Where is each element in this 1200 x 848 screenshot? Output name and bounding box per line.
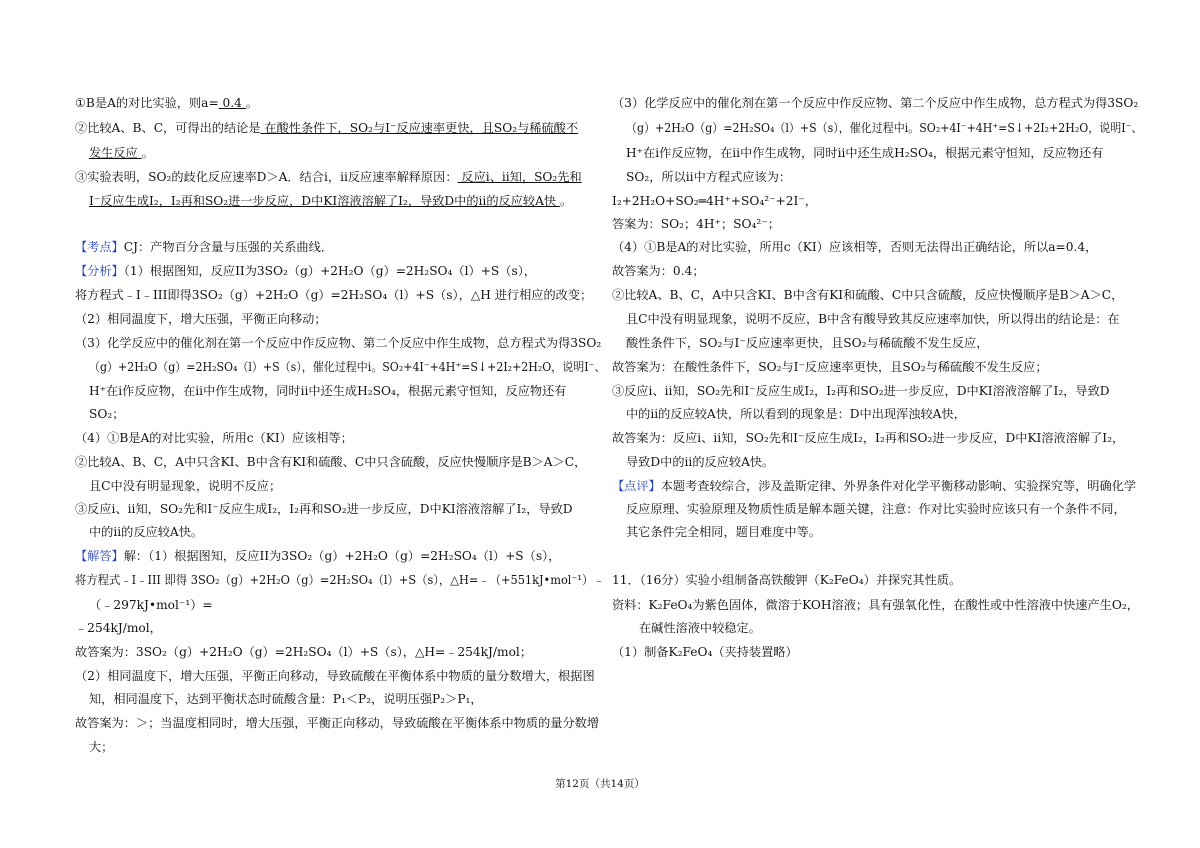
text-span: 答案为：SO₂；4H⁺；SO₄²⁻；	[612, 217, 780, 231]
text-span: ③反应i、ii知，SO₂先和I⁻反应生成I₂，I₂再和SO₂进一步反应，D中KI溶液溶解了I₂，导致D	[612, 384, 1110, 398]
text-span: 在碱性溶液中较稳定。	[639, 621, 761, 635]
text-line	[626, 501, 1126, 517]
text-span: H⁺在i作反应物，在ii中作生成物，同时ii中还生成H₂SO₄，根据元素守恒知，反应物还有	[89, 384, 567, 398]
text-line	[89, 383, 566, 399]
answer-blank: 0.4	[218, 96, 246, 110]
text-span: （2）相同温度下，增大压强，平衡正向移动，导致硫酸在平衡体系中物质的量分数增大，根据图	[75, 669, 595, 683]
text-span: 酸性条件下，SO₂与I⁻反应速率更快，且SO₂与稀硫酸不发生反应，	[626, 336, 989, 350]
text-span: ③反应i、ii知，SO₂先和I⁻反应生成I₂，I₂再和SO₂进一步反应，D中KI溶液溶解了I₂，导致D	[75, 502, 573, 516]
text-line	[89, 145, 154, 161]
text-span: 导致D中的ii的反应较A快。	[626, 455, 775, 469]
text-span: ②比较A、B、C，可得出的结论是	[75, 121, 261, 135]
text-line	[612, 239, 1097, 255]
text-line	[75, 263, 536, 279]
text-line	[612, 263, 705, 279]
text-line	[75, 644, 532, 660]
answer-blank: 反应i、ii知，SO₂先和	[457, 170, 582, 184]
text-line	[89, 739, 113, 755]
text-line	[75, 548, 560, 564]
text-line	[75, 572, 605, 588]
text-span: 且C中没有明显现象，说明不反应，B中含有酸导致其反应速率加快，所以得出的结论是：在	[626, 312, 1120, 326]
text-line	[639, 620, 761, 636]
text-span: （3）化学反应中的催化剂在第一个反应中作反应物、第二个反应中作生成物，总方程式为得3SO₂	[612, 96, 1139, 110]
text-span: ②比较A、B、C，A中只含KI、B中含有KI和硫酸、C中只含硫酸，反应快慢顺序是B＞A＞C，	[75, 455, 587, 469]
text-span: I₂+2H₂O+SO₂═4H⁺+SO₄²⁻+2I⁻，	[612, 194, 817, 208]
text-span: 且C中没有明显现象，说明不反应；	[89, 479, 282, 493]
text-line	[626, 169, 791, 185]
text-span: SO₂；	[89, 407, 125, 421]
section-tag: 【分析】	[75, 264, 124, 278]
text-line	[75, 120, 578, 136]
text-span: 故答案为：在酸性条件下，SO₂与I⁻反应速率更快，且SO₂与稀硫酸不发生反应；	[612, 360, 1048, 374]
text-line	[75, 169, 582, 185]
text-span: 资料：K₂FeO₄为紫色固体，微溶于KOH溶液；具有强氧化性，在酸性或中性溶液中快速产生O₂，	[612, 598, 1139, 612]
text-span: 故答案为：反应i、ii知，SO₂先和I⁻反应生成I₂，I₂再和SO₂进一步反应，D中KI溶液溶解了I₂，	[612, 431, 1125, 445]
text-span: SO₂，所以ii中方程式应该为：	[626, 170, 792, 184]
text-line	[89, 691, 483, 707]
text-line	[75, 454, 586, 470]
text-line	[612, 216, 780, 232]
text-span: （g）+2H₂O（g）=2H₂SO₄（l）+S（s），催化过程中i。SO₂+4I⁻+4H⁺=S↓+2I₂+2H₂O，说明I⁻、	[626, 121, 1143, 135]
text-line	[89, 406, 124, 422]
text-line	[612, 430, 1124, 446]
text-span: 。	[245, 96, 258, 110]
text-line	[612, 478, 1136, 494]
text-span: （2）相同温度下，增大压强，平衡正向移动；	[75, 312, 327, 326]
text-span: 将方程式﹣I﹣III即得3SO₂（g）+2H₂O（g）=2H₂SO₄（l）+S（s），△H 进行相应的改变；	[75, 288, 593, 302]
text-span: （g）+2H₂O（g）=2H₂SO₄（l）+S（s），催化过程中i。SO₂+4I⁻+4H⁺=S↓+2I₂+2H₂O，说明I⁻、	[89, 360, 606, 374]
section-tag: 【解答】	[75, 549, 124, 563]
text-span: 大；	[89, 740, 114, 754]
text-line	[75, 311, 327, 327]
text-span: 反应原理、实验原理及物质性质是解本题关键，注意：作对比实验时应该只有一个条件不同，	[626, 502, 1126, 516]
text-line	[626, 454, 774, 470]
text-span: （﹣297kJ•mol⁻¹）=	[89, 598, 213, 612]
text-span: 故答案为：＞；当温度相同时，增大压强，平衡正向移动，导致硫酸在平衡体系中物质的量分数增	[75, 716, 600, 730]
text-span: ①B是A的对比实验，则a=	[75, 96, 219, 110]
text-span: （4）①B是A的对比实验，所用c（KI）应该相等；	[75, 431, 353, 445]
text-span: H⁺在i作反应物，在ii中作生成物，同时ii中还生成H₂SO₄，根据元素守恒知，反应物还有	[626, 146, 1104, 160]
text-span: CJ：产物百分含量与压强的关系曲线．	[123, 240, 333, 254]
text-line	[612, 193, 817, 209]
text-line	[75, 335, 601, 351]
text-span: 故答案为：3SO₂（g）+2H₂O（g）=2H₂SO₄（l）+S（s），△H=﹣254kJ/mol；	[75, 645, 533, 659]
text-span: （1）根据图知，反应II为3SO₂（g）+2H₂O（g）=2H₂SO₄（l）+S（s），	[123, 264, 536, 278]
text-line	[75, 95, 258, 111]
text-span: 其它条件完全相同，题目难度中等。	[626, 525, 821, 539]
text-line	[75, 287, 592, 303]
text-line	[612, 597, 1139, 613]
text-span: （3）化学反应中的催化剂在第一个反应中作反应物、第二个反应中作生成物，总方程式为得3SO₂	[75, 336, 602, 350]
text-line	[89, 193, 572, 209]
text-line	[89, 359, 605, 375]
text-line	[626, 145, 1103, 161]
text-line	[626, 311, 1120, 327]
text-span: 知，相同温度下，达到平衡状态时硫酸含量：P₁＜P₂，说明压强P₂＞P₁，	[89, 692, 483, 706]
text-span: （4）①B是A的对比实验，所用c（KI）应该相等，否则无法得出正确结论，所以a=0.4，	[612, 240, 1098, 254]
text-span: 故答案为：0.4；	[612, 264, 705, 278]
text-line	[612, 359, 1048, 375]
text-span: 。	[559, 194, 573, 208]
answer-blank: I⁻反应生成I₂，I₂再和SO₂进一步反应，D中KI溶液溶解了I₂，导致D中的ii的反应较A快	[89, 194, 560, 208]
text-span: 中的ii的反应较A快。	[89, 525, 204, 539]
text-span: 11．（16分）实验小组制备高铁酸钾（K₂FeO₄）并探究其性质。	[612, 573, 962, 587]
text-span: 解：（1）根据图知，反应II为3SO₂（g）+2H₂O（g）=2H₂SO₄（l）+S（s），	[123, 549, 561, 563]
text-line	[75, 430, 353, 446]
text-line	[626, 120, 1142, 136]
text-line	[75, 620, 162, 636]
text-span: 中的ii的反应较A快，所以看到的现象是：D中出现浑浊较A快，	[626, 407, 966, 421]
text-line	[75, 239, 333, 255]
text-span: ③实验表明，SO₂的歧化反应速率D＞A．结合i，ii反应速率解释原因：	[75, 170, 458, 184]
text-line	[89, 478, 281, 494]
text-span: 。	[141, 146, 154, 160]
text-span: ﹣254kJ/mol，	[75, 621, 162, 635]
text-span: （1）制备K₂FeO₄（夹持装置略）	[612, 645, 798, 659]
section-tag: 【点评】	[612, 479, 661, 493]
text-line	[75, 668, 595, 684]
text-span: 将方程式﹣I﹣III 即得 3SO₂（g）+2H₂O（g）=2H₂SO₄（l）+S（s），△H=﹣（+551kJ•mol⁻¹）﹣	[75, 573, 605, 587]
text-line	[612, 287, 1123, 303]
text-line	[75, 715, 599, 731]
text-span: 本题考查较综合，涉及盖斯定律、外界条件对化学平衡移动影响、实验探究等，明确化学	[660, 479, 1137, 493]
text-line	[75, 501, 573, 517]
text-line	[612, 95, 1138, 111]
text-line	[89, 597, 213, 613]
page-footer: 第12页（共14页）	[555, 778, 645, 790]
text-line	[612, 383, 1110, 399]
text-line	[89, 524, 203, 540]
text-line	[612, 644, 798, 660]
section-tag: 【考点】	[75, 240, 124, 254]
text-span: ②比较A、B、C，A中只含KI、B中含有KI和硫酸、C中只含硫酸，反应快慢顺序是B＞A＞C，	[612, 288, 1124, 302]
text-line	[626, 524, 821, 540]
text-line	[626, 406, 966, 422]
answer-blank: 在酸性条件下，SO₂与I⁻反应速率更快，且SO₂与稀硫酸不	[260, 121, 579, 135]
text-line	[626, 335, 988, 351]
answer-blank: 发生反应	[89, 146, 142, 160]
text-line	[612, 572, 961, 588]
